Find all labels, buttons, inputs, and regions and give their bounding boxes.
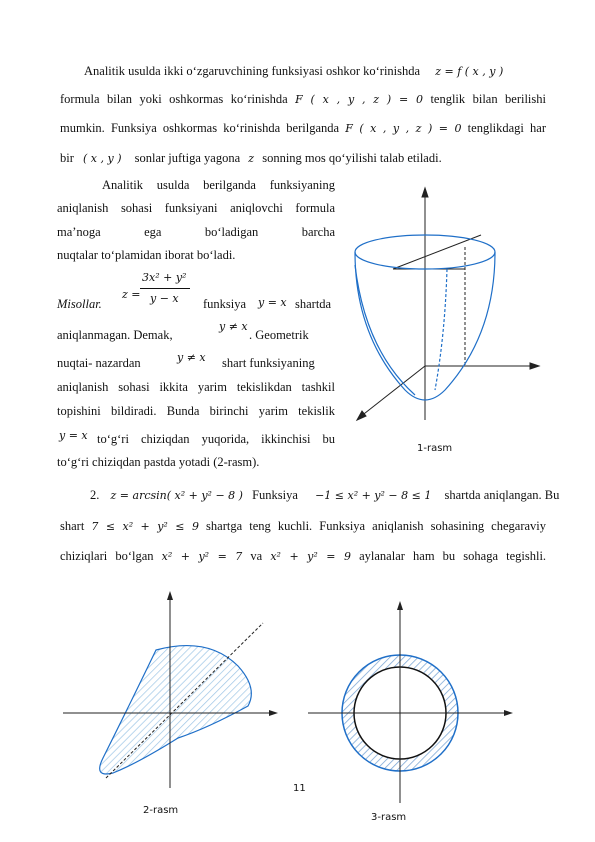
- formula-implicit: F ( x , y , z ) = 0: [345, 122, 462, 135]
- para1-line3: [60, 121, 546, 136]
- text: shartda aniqlangan. Bu: [444, 488, 560, 502]
- left-line10: topishini bildiradi. Bunda birinchi yarim tekislik: [57, 404, 335, 418]
- left-line11: to‘g‘ri chiziqdan yuqorida, ikkinchisi bu: [97, 432, 335, 446]
- text: sonning mos qo‘yilishi talab etiladi.: [262, 151, 442, 165]
- fraction-denominator: y − x: [150, 292, 179, 305]
- formula-7-9: 7 ≤ x² + y² ≤ 9: [91, 520, 199, 533]
- examples-func: funksiya: [203, 297, 247, 311]
- para1-line4: [60, 151, 442, 166]
- left-line8b: shart funksiyaning: [222, 356, 315, 370]
- left-line7: aniqlanmagan. Demak,: [57, 328, 173, 342]
- formula-y-eq-x-2: y = x: [59, 429, 88, 442]
- left-line7b: . Geometrik: [249, 328, 309, 342]
- examples-label: Misollar.: [57, 297, 102, 311]
- formula-z-fxy: z = f ( x , y ): [435, 65, 504, 78]
- left-line8: nuqtai- nazardan: [57, 356, 141, 370]
- formula-arcsin: z = arcsin( x² + y² − 8 ): [110, 489, 243, 502]
- text: aylanalar ham bu sohaga tegishli.: [359, 549, 547, 563]
- para1-text: Analitik usulda ikki o‘zgaruvchining funksiyasi oshkor ko‘rinishda: [84, 64, 421, 78]
- text: mumkin. Funksiya oshkormas ko‘rinishda berilganda: [60, 121, 340, 135]
- para2-line1: Analitik usulda berilganda funksiyaning: [102, 178, 335, 192]
- left-line12: to‘g‘ri chiziqdan pastda yotadi (2-rasm).: [57, 455, 260, 469]
- text: shart: [60, 519, 85, 533]
- left-line9: aniqlanish sohasi ikkita yarim tekislikdan tashkil: [57, 380, 335, 394]
- formula-y-neq-x-2: y ≠ x: [177, 351, 206, 364]
- para1-line1: [84, 64, 503, 79]
- examples-shartda: shartda: [295, 297, 332, 311]
- formula-circle-7: x² + y² = 7: [161, 550, 243, 563]
- text: sonlar juftiga yagona: [134, 151, 241, 165]
- text: va: [250, 549, 263, 563]
- fraction-numerator: 3x² + y²: [142, 271, 187, 284]
- formula-circle-9: x² + y² = 9: [270, 550, 351, 563]
- text: bir: [60, 151, 74, 165]
- fraction-bar: [140, 288, 190, 289]
- para1-line2: [60, 92, 546, 107]
- figure1-caption: 1-rasm: [417, 443, 453, 454]
- figure2-caption: 2-rasm: [143, 805, 179, 816]
- fraction-z: z =: [122, 288, 141, 301]
- figure-annulus: [300, 598, 520, 813]
- example2-line1: [90, 488, 559, 503]
- text: 2.: [90, 488, 100, 502]
- figure-half-planes: [58, 588, 288, 798]
- text: shartga teng kuchli. Funksiya aniqlanish sohasining chegaraviy: [206, 519, 546, 533]
- example2-line3: [60, 549, 546, 564]
- formula-y-eq-x: y = x: [258, 296, 287, 309]
- formula-implicit: F ( x , y , z ) = 0: [295, 93, 423, 106]
- para2-line2: aniqlanish sohasi funksiyani aniqlovchi formula: [57, 201, 335, 215]
- formula-inequality: −1 ≤ x² + y² − 8 ≤ 1: [315, 489, 432, 502]
- formula-xy: ( x , y ): [83, 152, 122, 165]
- text: formula bilan yoki oshkormas ko‘rinishda: [60, 92, 288, 106]
- para2-line4: nuqtalar to‘plamidan iborat bo‘ladi.: [57, 248, 236, 262]
- page-number: 11: [293, 783, 306, 794]
- text: tenglik bilan berilishi: [430, 92, 546, 106]
- text: Funksiya: [252, 488, 298, 502]
- formula-z: z: [248, 152, 255, 165]
- example2-line2: [60, 519, 546, 534]
- para2-line3: ma’noga ega bo‘ladigan barcha: [57, 225, 335, 239]
- text: chiziqlari bo‘lgan: [60, 549, 154, 563]
- text: tenglikdagi har: [467, 121, 547, 135]
- formula-y-neq-x: y ≠ x: [219, 320, 248, 333]
- figure-paraboloid: [345, 185, 555, 445]
- figure3-caption: 3-rasm: [371, 812, 407, 823]
